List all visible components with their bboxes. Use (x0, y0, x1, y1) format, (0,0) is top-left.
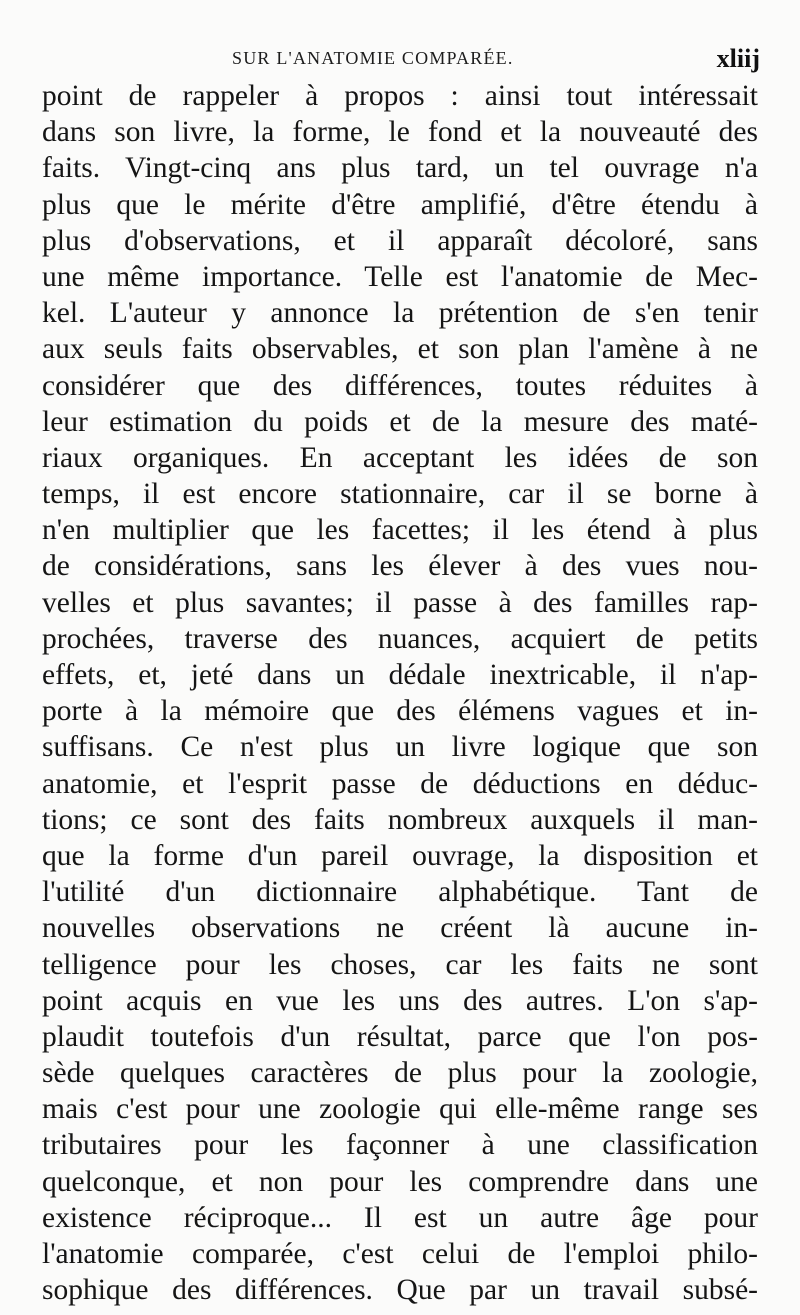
text-line: telligence pour les choses, car les faits ne sont (42, 948, 758, 981)
text-line: existence réciproque... Il est un autre âge pour (42, 1201, 758, 1234)
text-line: considérer que des différences, toutes réduites à (42, 369, 758, 402)
text-line: n'en multiplier que les facettes; il les étend à plus (42, 514, 758, 547)
text-line: sophique des différences. Que par un travail subsé- (42, 1274, 758, 1307)
text-line: kel. L'auteur y annonce la prétention de s'en tenir (42, 297, 758, 330)
text-line: que la forme d'un pareil ouvrage, la disposition et (42, 839, 758, 872)
text-line: tions; ce sont des faits nombreux auxquels il man- (42, 803, 758, 836)
text-line: plaudit toutefois d'un résultat, parce que l'on pos- (42, 1020, 758, 1053)
text-line: tributaires pour les façonner à une classification (42, 1129, 758, 1162)
text-line: plus que le mérite d'être amplifié, d'être étendu à (42, 188, 758, 221)
text-line: point de rappeler à propos : ainsi tout intéressait (42, 80, 758, 112)
text-line: riaux organiques. En acceptant les idées de son (42, 441, 758, 474)
text-line: quelconque, et non pour les comprendre dans une (42, 1165, 758, 1198)
text-line: effets, et, jeté dans un dédale inextricable, il n'ap- (42, 659, 758, 691)
text-line: aux seuls faits observables, et son plan l'amène à ne (42, 333, 758, 366)
text-line: une même importance. Telle est l'anatomie de Mec- (42, 260, 758, 293)
text-line: temps, il est encore stationnaire, car il se borne à (42, 478, 758, 511)
text-line: faits. Vingt-cinq ans plus tard, un tel ouvrage n'a (42, 152, 758, 185)
text-line: sède quelques caractères de plus pour la zoologie, (42, 1057, 758, 1090)
text-line: velles et plus savantes; il passe à des familles rap- (42, 586, 758, 619)
text-line: leur estimation du poids et de la mesure des maté- (42, 405, 758, 438)
text-line: plus d'observations, et il apparaît décoloré, sans (42, 224, 758, 257)
text-line: porte à la mémoire que des élémens vagues et in- (42, 695, 758, 728)
text-line: nouvelles observations ne créent là aucune in- (42, 912, 758, 945)
text-line: anatomie, et l'esprit passe de déductions en déduc- (42, 767, 758, 800)
body-text (42, 78, 758, 1308)
running-title: SUR L'ANATOMIE COMPARÉE. (232, 48, 514, 68)
text-line: point acquis en vue les uns des autres. L'on s'ap- (42, 984, 758, 1017)
text-line: l'utilité d'un dictionnaire alphabétique. Tant de (42, 876, 758, 909)
text-line: prochées, traverse des nuances, acquiert de petits (42, 622, 758, 655)
running-head (40, 44, 760, 72)
text-line: dans son livre, la forme, le fond et la nouveauté des (42, 116, 758, 149)
page-number: xliij (716, 44, 760, 73)
text-line: mais c'est pour une zoologie qui elle-même range ses (42, 1093, 758, 1126)
text-line: de considérations, sans les élever à des vues nou- (42, 550, 758, 583)
text-line: l'anatomie comparée, c'est celui de l'emploi philo- (42, 1238, 758, 1270)
text-line: suffisans. Ce n'est plus un livre logique que son (42, 731, 758, 764)
